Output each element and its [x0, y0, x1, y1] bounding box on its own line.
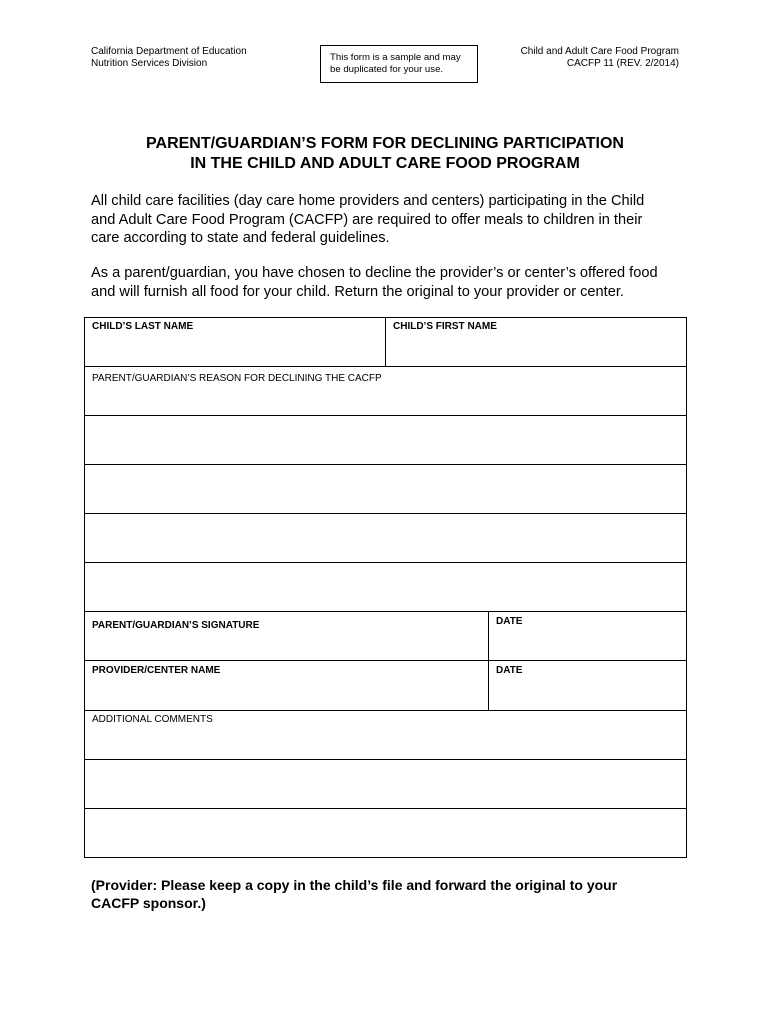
decline-form-table: [84, 317, 687, 858]
form-title-line1: PARENT/GUARDIAN’S FORM FOR DECLINING PARTICIPATION: [146, 135, 624, 152]
comments-line[interactable]: [85, 809, 686, 857]
form-title-line2: IN THE CHILD AND ADULT CARE FOOD PROGRAM: [190, 155, 580, 172]
provider-note-line1: (Provider: Please keep a copy in the child’s file and forward the original to your: [91, 877, 618, 893]
comments-line[interactable]: [85, 760, 686, 809]
intro-line2: and Adult Care Food Program (CACFP) are required to offer meals to children in their: [91, 211, 643, 228]
intro-paragraph: [91, 192, 691, 248]
child-first-name-field[interactable]: [385, 318, 686, 366]
reason-line[interactable]: [85, 563, 686, 612]
intro-line3: care according to state and federal guidelines.: [91, 230, 390, 246]
reason-line[interactable]: [85, 514, 686, 563]
child-last-name-label: CHILD’S LAST NAME: [92, 321, 194, 332]
reason-label: PARENT/GUARDIAN’S REASON FOR DECLINING THE CACFP: [92, 373, 382, 384]
sample-notice-line1: This form is a sample and may: [330, 52, 461, 63]
department-header: [91, 46, 247, 70]
reason-field[interactable]: [85, 367, 686, 416]
sample-notice-box: [320, 45, 478, 83]
provider-date-field[interactable]: [488, 661, 686, 710]
program-header: [521, 46, 679, 70]
signature-date-field[interactable]: [488, 612, 686, 660]
provider-row: [85, 661, 686, 711]
intro-line1: All child care facilities (day care home providers and centers) participating in the Child: [91, 193, 645, 209]
instructions-line2: and will furnish all food for your child. Return the original to your provider or center.: [91, 283, 624, 300]
reason-line[interactable]: [85, 465, 686, 514]
provider-note: [91, 876, 691, 912]
child-first-name-label: CHILD’S FIRST NAME: [393, 321, 497, 332]
form-title: [0, 134, 770, 174]
signature-label: PARENT/GUARDIAN’S SIGNATURE: [92, 620, 260, 631]
provider-name-field[interactable]: [85, 661, 488, 710]
provider-date-label: DATE: [496, 665, 523, 676]
program-name: Child and Adult Care Food Program: [520, 46, 679, 57]
signature-date-label: DATE: [496, 616, 523, 627]
division-name: Nutrition Services Division: [91, 58, 208, 69]
signature-row: [85, 612, 686, 661]
reason-line[interactable]: [85, 416, 686, 465]
signature-field[interactable]: [85, 612, 488, 660]
provider-note-line2: CACFP sponsor.): [91, 895, 206, 911]
department-name: California Department of Education: [91, 46, 247, 57]
child-last-name-field[interactable]: [85, 318, 385, 366]
comments-label: ADDITIONAL COMMENTS: [92, 714, 213, 725]
form-number: CACFP 11 (REV. 2/2014): [566, 58, 679, 69]
provider-name-label: PROVIDER/CENTER NAME: [92, 665, 221, 676]
child-name-row: [85, 318, 686, 367]
instructions-line1: As a parent/guardian, you have chosen to decline the provider’s or center’s offered food: [91, 265, 658, 281]
instructions-paragraph: [91, 264, 691, 301]
comments-field[interactable]: [85, 711, 686, 760]
sample-notice-line2: be duplicated for your use.: [330, 64, 444, 75]
